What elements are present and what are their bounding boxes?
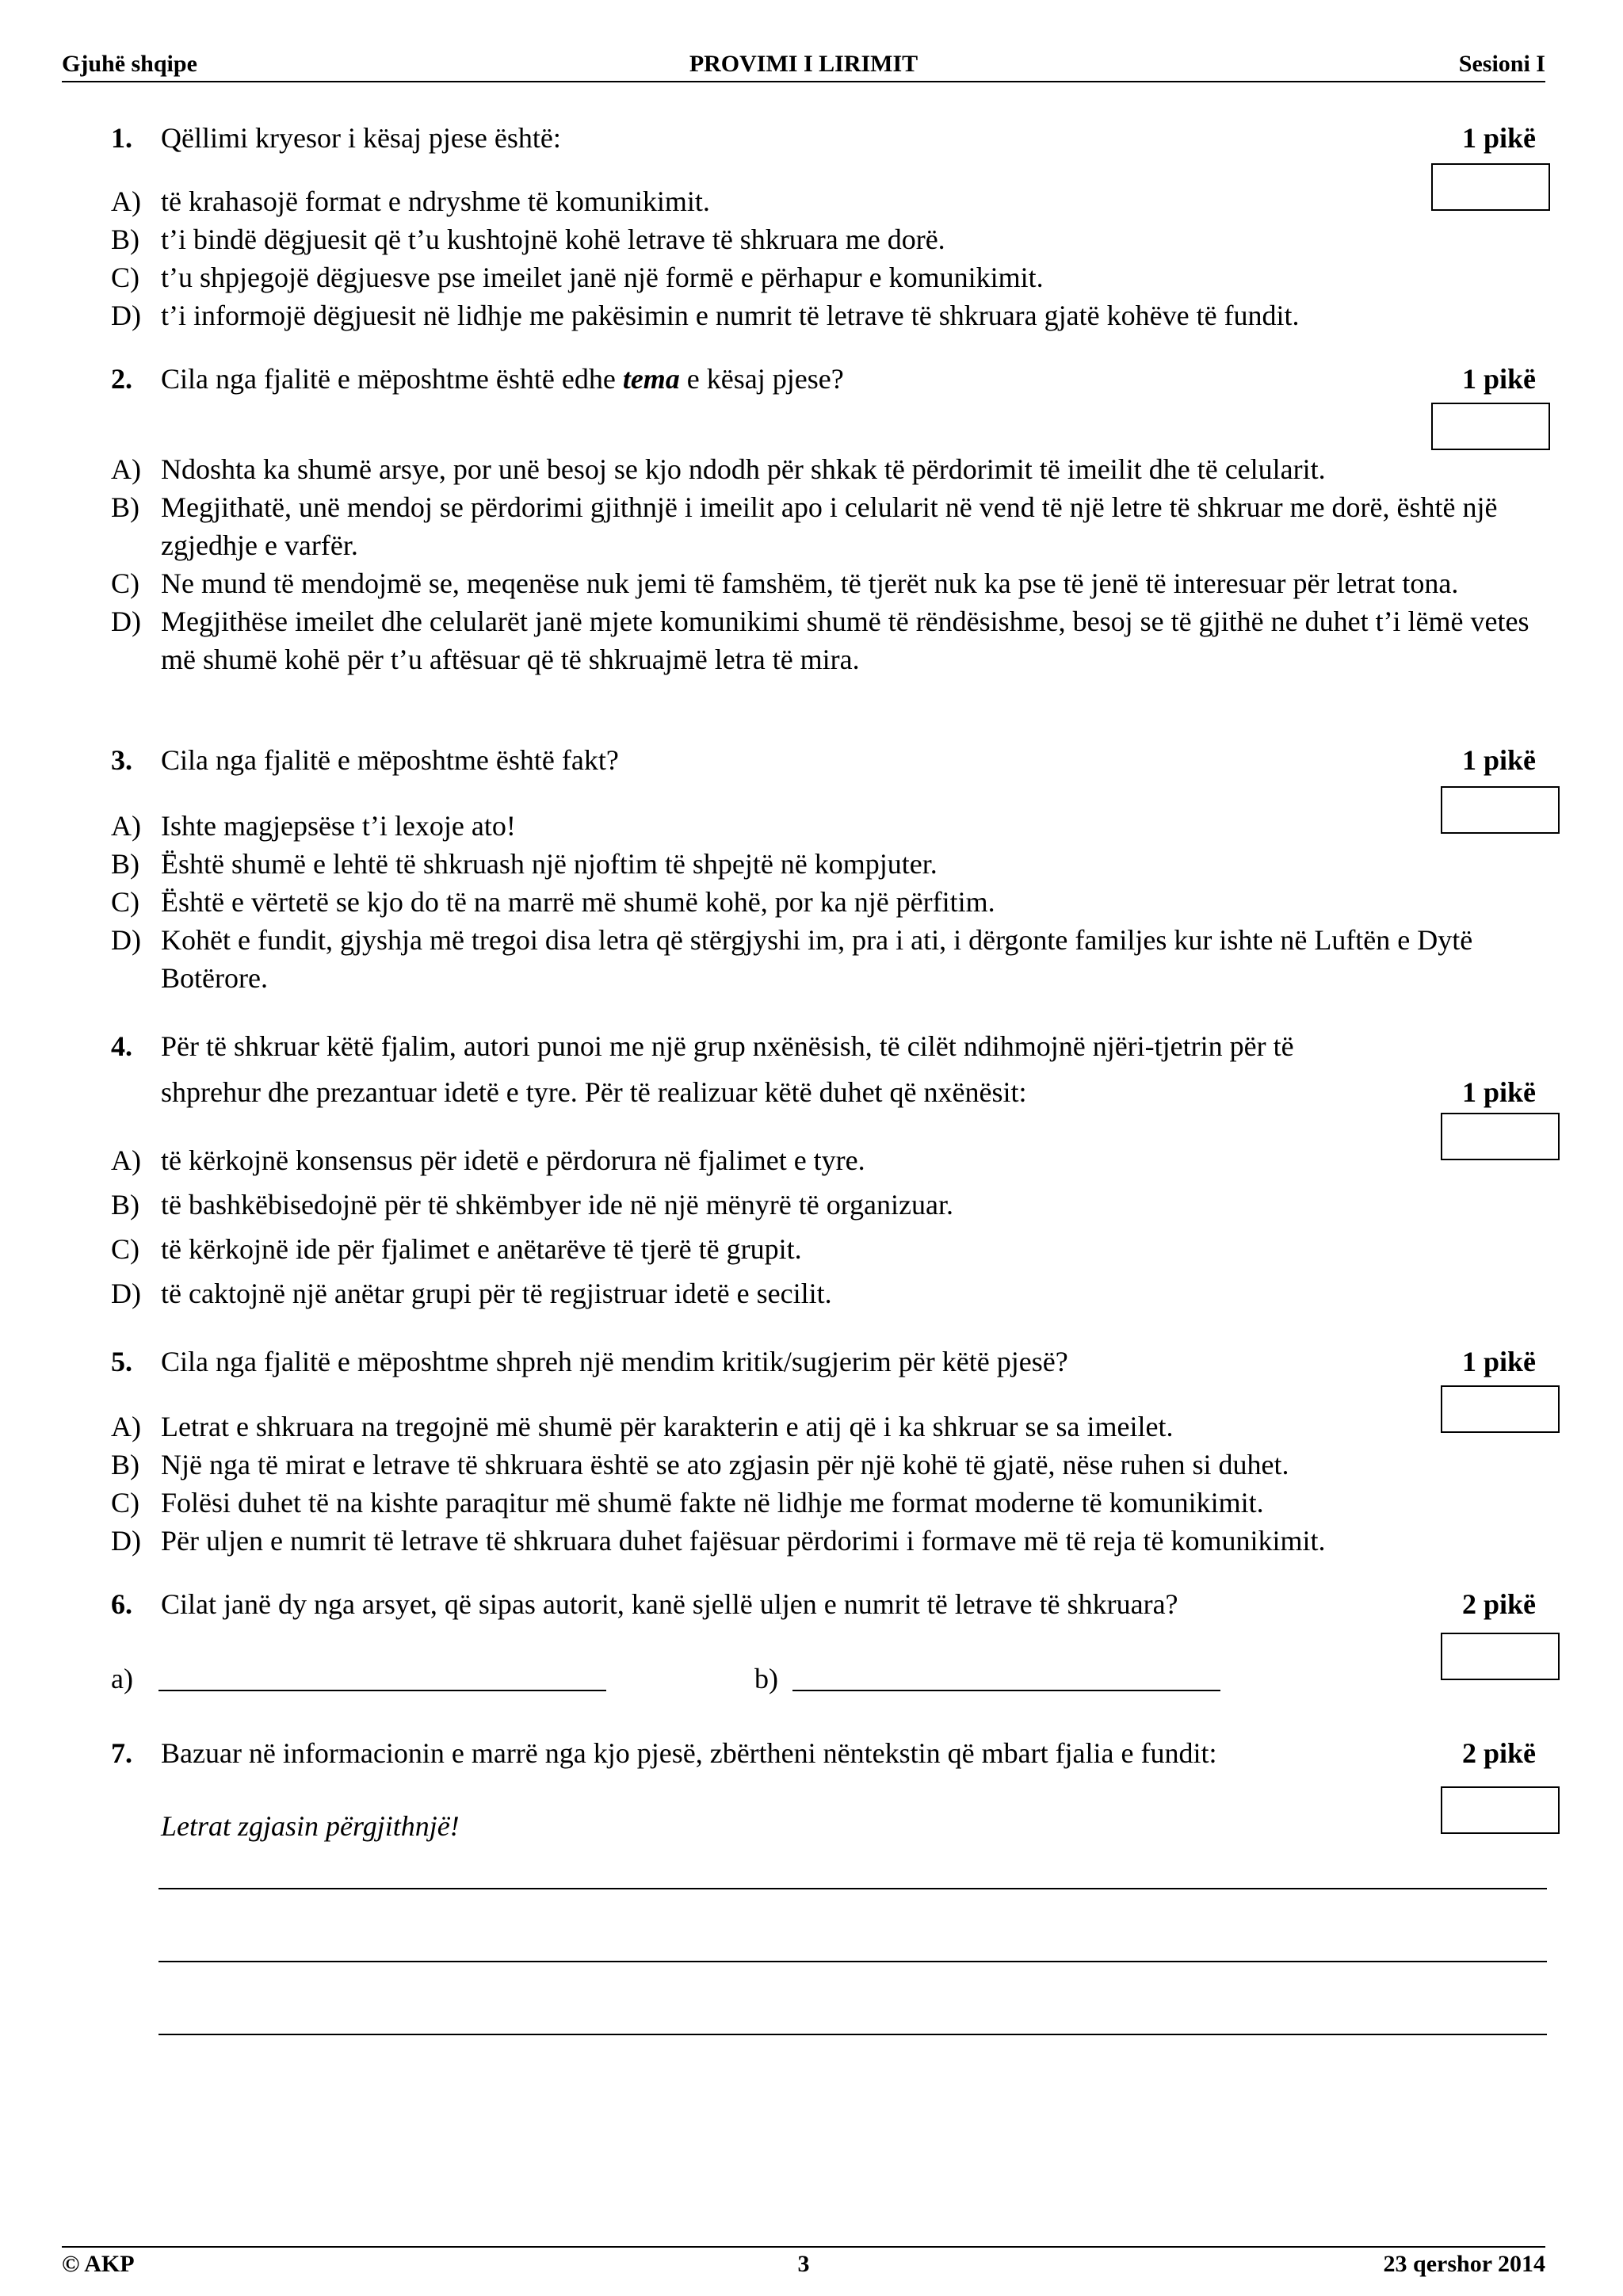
answer-line-b[interactable]: [792, 1690, 1220, 1691]
question-points: 1 pikë: [1461, 363, 1536, 395]
option-a[interactable]: A) të krahasojë format e ndryshme të komunikimit.: [111, 185, 710, 217]
question-number: 7.: [111, 1737, 132, 1769]
option-a[interactable]: A) të kërkojnë konsensus për idetë e përdorura në fjalimet e tyre.: [111, 1144, 865, 1176]
question-points: 1 pikë: [1461, 1076, 1536, 1108]
question-text: Cila nga fjalitë e mëposhtme është fakt?: [161, 744, 619, 776]
copyright-label: © AKP: [62, 2251, 135, 2277]
option-b[interactable]: B) Është shumë e lehtë të shkruash një njoftim të shpejtë në kompjuter.: [111, 848, 938, 880]
question-points: 1 pikë: [1461, 744, 1536, 776]
page-header: [62, 49, 1545, 82]
option-b[interactable]: B) Një nga të mirat e letrave të shkruara është se ato zgjasin për një kohë të gjatë, nëse ruhen si duhet.: [111, 1449, 1289, 1480]
question-number: 6.: [111, 1588, 132, 1620]
score-box-2[interactable]: [1431, 403, 1550, 450]
question-text-line-1: Për të shkruar këtë fjalim, autori punoi me një grup nxënësish, të cilët ndihmojnë njëri-tjetrin për të: [161, 1030, 1294, 1062]
blank-label-b: b): [754, 1663, 778, 1694]
score-box-6[interactable]: [1441, 1633, 1560, 1680]
option-d[interactable]: D) Kohët e fundit, gjyshja më tregoi disa letra që stërgjyshi im, pra i ati, i dërgonte familjes kur ishte në Luftën e Dytë Botërore.: [111, 924, 1473, 994]
session-label: Sesioni I: [1458, 51, 1545, 77]
option-b[interactable]: B) Megjithatë, unë mendoj se përdorimi gjithnjë i imeilit apo i celularit në vend të një letre të shkruar me dorë, është një zgjedhje e varfër.: [111, 491, 1498, 561]
score-box-7[interactable]: [1441, 1786, 1560, 1834]
answer-line-a[interactable]: [158, 1690, 606, 1691]
options-5: [111, 1408, 1553, 1560]
option-a[interactable]: A) Ndoshta ka shumë arsye, por unë besoj se kjo ndodh për shkak të përdorimit të imeilit dhe të celularit.: [111, 453, 1326, 485]
question-points: 1 pikë: [1461, 122, 1536, 154]
option-c[interactable]: C) Ne mund të mendojmë se, meqenëse nuk jemi të famshëm, të tjerët nuk ka pse të jenë të interesuar për letrat tona.: [111, 567, 1459, 599]
option-c[interactable]: C) të kërkojnë ide për fjalimet e anëtarëve të tjerë të grupit.: [111, 1233, 802, 1265]
question-text-line-2: shprehur dhe prezantuar idetë e tyre. Për të realizuar këtë duhet që nxënësit:: [161, 1076, 1027, 1108]
subject-label: Gjuhë shqipe: [62, 51, 197, 77]
option-c[interactable]: C) Folësi duhet të na kishte paraqitur më shumë fakte në lidhje me format moderne të komunikimit.: [111, 1487, 1264, 1519]
exam-date: 23 qershor 2014: [1383, 2251, 1545, 2277]
exam-title: PROVIMI I LIRIMIT: [689, 51, 918, 77]
option-b[interactable]: B) të bashkëbisedojnë për të shkëmbyer ide në një mënyrë të organizuar.: [111, 1189, 953, 1221]
option-b[interactable]: B) t’i bindë dëgjuesit që t’u kushtojnë kohë letrave të shkruara me dorë.: [111, 223, 945, 255]
question-text: Qëllimi kryesor i kësaj pjese është:: [161, 122, 561, 154]
options-1: [111, 182, 1553, 334]
question-text: Cila nga fjalitë e mëposhtme shpreh një mendim kritik/sugjerim për këtë pjesë?: [161, 1346, 1068, 1377]
answer-line-2[interactable]: [158, 1961, 1547, 1962]
answer-line-3[interactable]: [158, 2034, 1547, 2035]
quoted-sentence: Letrat zgjasin përgjithnjë!: [161, 1810, 460, 1842]
options-3: [111, 807, 1553, 997]
question-text: Bazuar në informacionin e marrë nga kjo pjesë, zbërtheni nëntekstin që mbart fjalia e fundit:: [161, 1737, 1217, 1769]
answer-line-1[interactable]: [158, 1888, 1547, 1889]
options-4: [111, 1141, 1553, 1319]
option-c[interactable]: C) Është e vërtetë se kjo do të na marrë më shumë kohë, por ka një përfitim.: [111, 886, 995, 918]
option-a[interactable]: A) Letrat e shkruara na tregojnë më shumë për karakterin e atij që i ka shkruar se sa imeilet.: [111, 1411, 1174, 1442]
blank-label-a: a): [111, 1663, 133, 1694]
question-points: 2 pikë: [1461, 1588, 1536, 1620]
question-number: 3.: [111, 744, 132, 776]
option-d[interactable]: D) të caktojnë një anëtar grupi për të regjistruar idetë e secilit.: [111, 1278, 832, 1309]
option-c[interactable]: C) t’u shpjegojë dëgjuesve pse imeilet janë një formë e përhapur e komunikimit.: [111, 262, 1044, 293]
option-d[interactable]: D) Për uljen e numrit të letrave të shkruara duhet fajësuar përdorimi i formave më të reja të komunikimit.: [111, 1525, 1326, 1557]
question-text: Cilat janë dy nga arsyet, që sipas autorit, kanë sjellë uljen e numrit të letrave të shkruara?: [161, 1588, 1178, 1620]
option-d[interactable]: D) t’i informojë dëgjuesit në lidhje me pakësimin e numrit të letrave të shkruara gjatë kohëve të fundit.: [111, 300, 1300, 331]
question-number: 2.: [111, 363, 132, 395]
emphasized-term: tema: [622, 363, 680, 395]
page-number: 3: [797, 2251, 810, 2277]
question-points: 2 pikë: [1461, 1737, 1536, 1769]
options-2: [111, 450, 1553, 678]
question-points: 1 pikë: [1461, 1346, 1536, 1377]
option-a[interactable]: A) Ishte magjepsëse t’i lexoje ato!: [111, 810, 516, 842]
question-number: 4.: [111, 1030, 132, 1062]
question-number: 1.: [111, 122, 132, 154]
page-footer: [62, 2246, 1545, 2279]
question-text: Cila nga fjalitë e mëposhtme është edhe tema e kësaj pjese?: [161, 363, 844, 395]
question-number: 5.: [111, 1346, 132, 1377]
option-d[interactable]: D) Megjithëse imeilet dhe celularët janë mjete komunikimi shumë të rëndësishme, besoj se të gjithë ne duhet t’i lëmë vetes më shumë kohë për t’u aftësuar që të shkruajmë letra të mira.: [111, 606, 1529, 675]
